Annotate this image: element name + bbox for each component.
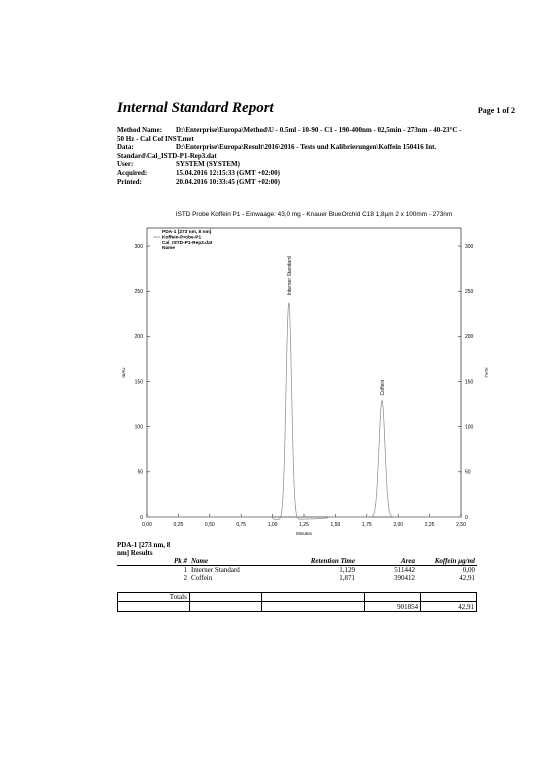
table-row xyxy=(117,566,477,575)
y-tick-label-right: 300 xyxy=(465,243,474,250)
row-koffein: 42,91 xyxy=(459,574,475,582)
row-retention-time: 1,871 xyxy=(339,574,355,582)
header-name: Name xyxy=(189,557,273,566)
y-axis-label-right: mAU xyxy=(484,367,489,378)
row-pk: 2 xyxy=(183,574,187,582)
row-koffein: 0,00 xyxy=(462,566,475,574)
y-tick-label-left: 0 xyxy=(140,514,143,521)
y-tick-label-left: 200 xyxy=(134,334,143,341)
x-tick-label: 1,25 xyxy=(299,522,309,528)
method-value-line2: 50 Hz - Cal Cof INST.met xyxy=(117,135,194,143)
y-tick-label-right: 200 xyxy=(465,334,474,341)
y-tick-label-left: 150 xyxy=(134,379,143,386)
x-tick-label: 0,00 xyxy=(142,522,152,528)
x-tick-label: 0,25 xyxy=(173,522,184,528)
y-tick-label-right: 50 xyxy=(465,469,471,476)
plot-frame xyxy=(147,228,461,517)
results-header-row xyxy=(117,557,477,566)
method-value-line1: D:\Enterprise\Europa\Method\U - 0.5ml - 10-90 - C1 - 190-400nm - 02,5min - 273nm - 40-23°C - xyxy=(176,126,462,134)
totals-empty-cell xyxy=(189,593,261,602)
data-label: Data: xyxy=(117,143,134,151)
peak-label: Coffein xyxy=(379,379,386,396)
row-retention-time: 1,129 xyxy=(339,566,355,574)
totals-empty-cell xyxy=(189,602,261,612)
results-title-line1: PDA-1 [273 nm, 8 xyxy=(117,541,171,549)
header-koffein: Koffein µg/ml xyxy=(417,557,477,566)
legend-entry: Cal_ISTD-P1-Rep3.dat xyxy=(162,240,213,246)
row-area: 390412 xyxy=(394,574,415,582)
table-row xyxy=(117,574,477,582)
method-label: Method Name: xyxy=(117,126,162,134)
totals-empty-cell xyxy=(118,602,190,612)
printed-label: Printed: xyxy=(117,178,142,186)
totals-area: 901854 xyxy=(365,602,421,612)
row-name: Interner Standard xyxy=(191,566,240,574)
totals-table xyxy=(117,592,477,612)
y-tick-label-right: 0 xyxy=(465,514,468,521)
totals-empty-cell xyxy=(365,593,421,602)
chart-title: ISTD Probe Koffein P1 - Einwaage: 43,0 mg - Knauer BlueOrchid C18 1,8µm 2 x 100mm - 273nm xyxy=(175,211,453,218)
x-tick-label: 1,75 xyxy=(361,522,372,528)
legend-entry: PDA-1 [273 nm, 8 nm] xyxy=(162,230,212,235)
y-axis-label-left: mAU xyxy=(121,367,126,378)
row-name: Coffein xyxy=(191,574,213,582)
x-axis-label: Minutes xyxy=(296,531,312,536)
x-tick-label: 2,00 xyxy=(393,522,404,528)
y-tick-label-left: 250 xyxy=(134,289,143,296)
totals-empty-cell xyxy=(421,593,477,602)
x-tick-label: 0,50 xyxy=(204,522,215,528)
data-value-line1: D:\Enterprise\Europa\Result\2016\2016 - Tests und Kalibrierungen\Koffein 150416 Int. xyxy=(176,143,437,151)
y-tick-label-left: 50 xyxy=(137,469,143,476)
legend-entry: Name xyxy=(162,246,176,252)
totals-koffein: 42,91 xyxy=(421,602,477,612)
x-tick-label: 1,50 xyxy=(330,522,341,528)
row-area: 511442 xyxy=(394,566,415,574)
results-title-line2: nm] Results xyxy=(117,549,153,557)
header-area: Area xyxy=(357,557,417,566)
totals-label: Totals xyxy=(118,593,190,602)
user-value: SYSTEM (SYSTEM) xyxy=(176,160,240,168)
y-tick-label-right: 250 xyxy=(465,289,474,296)
legend-entry: Koffein-Probe-P1 xyxy=(162,235,202,241)
page-number: Page 1 of 2 xyxy=(477,106,515,115)
series-line-pda1 xyxy=(147,303,461,519)
results-title xyxy=(117,541,170,557)
acquired-value: 15.04.2016 12:15:33 (GMT +02:00) xyxy=(176,169,280,177)
totals-empty-cell xyxy=(261,602,365,612)
totals-row xyxy=(118,593,477,602)
totals-values-row xyxy=(118,602,477,612)
acquired-label: Acquired: xyxy=(117,169,148,177)
peak-label: Interner Standard xyxy=(286,256,293,296)
y-tick-label-right: 100 xyxy=(465,424,474,431)
x-tick-label: 1,00 xyxy=(267,522,278,528)
x-tick-label: 2,25 xyxy=(424,522,435,528)
x-tick-label: 0,75 xyxy=(236,522,247,528)
x-tick-label: 2,50 xyxy=(456,522,466,528)
printed-value: 20.04.2016 10:33:45 (GMT +02:00) xyxy=(176,178,280,186)
header-pk: Pk # xyxy=(117,557,189,566)
header-retention-time: Retention Time xyxy=(273,557,357,566)
chromatogram-svg xyxy=(117,204,507,540)
row-pk: 1 xyxy=(183,566,187,574)
y-tick-label-left: 100 xyxy=(134,424,143,431)
y-tick-label-right: 150 xyxy=(465,379,474,386)
y-tick-label-left: 300 xyxy=(134,243,143,250)
user-label: User: xyxy=(117,160,134,168)
report-title: Internal Standard Report xyxy=(117,100,274,116)
results-table xyxy=(117,557,477,582)
totals-empty-cell xyxy=(261,593,365,602)
data-value-line2: Standard\Cal_ISTD-P1-Rep3.dat xyxy=(117,152,217,160)
chromatogram xyxy=(117,204,507,540)
